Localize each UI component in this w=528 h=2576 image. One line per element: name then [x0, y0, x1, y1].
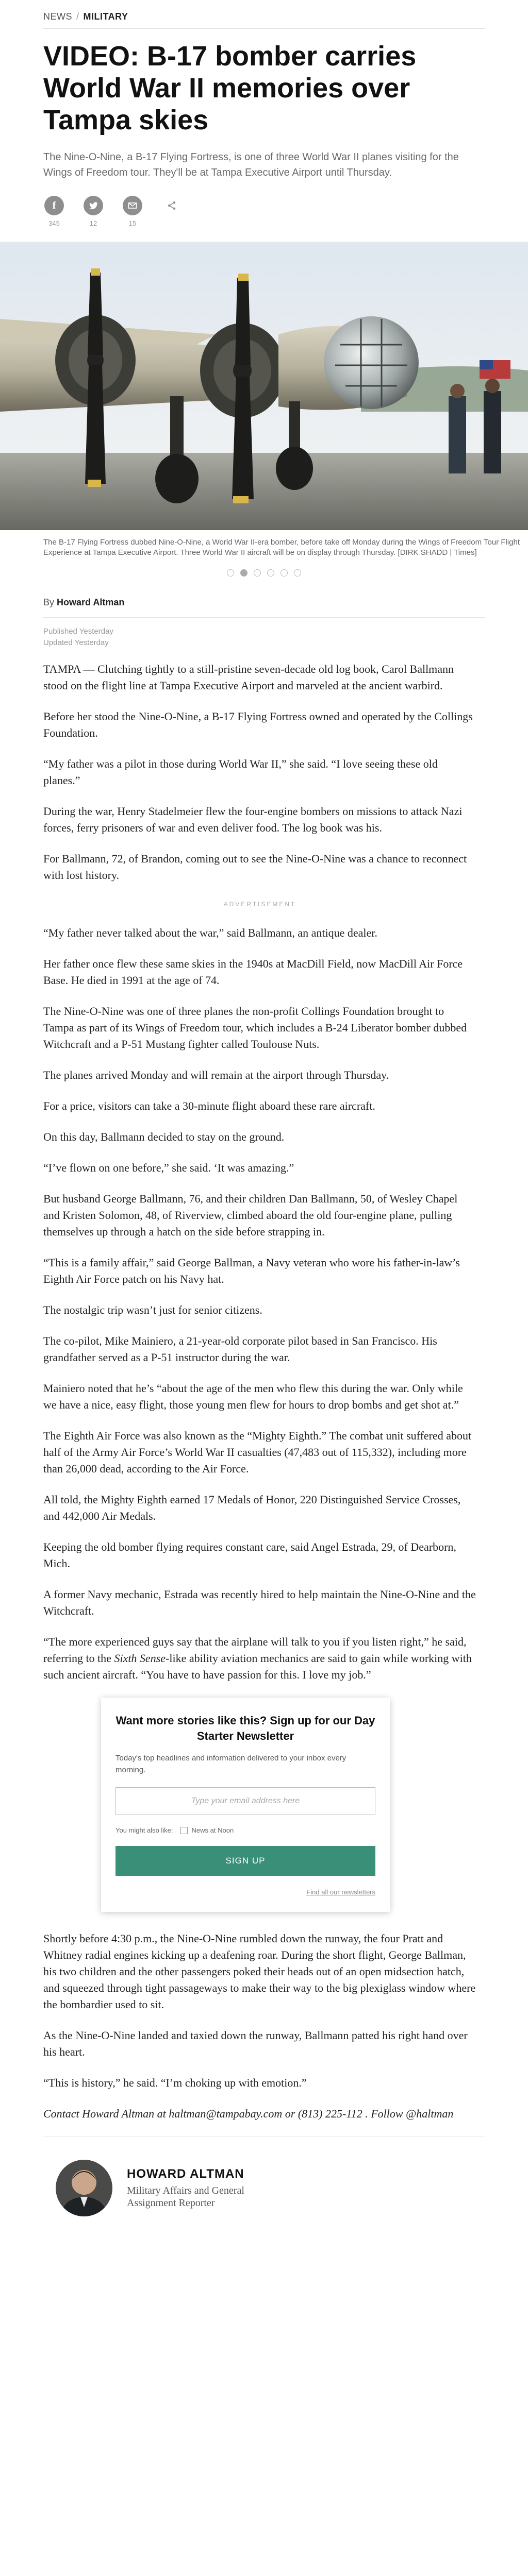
b17-bomber-photo[interactable] [0, 242, 528, 530]
gallery-dots [0, 569, 528, 577]
author-role: Military Affairs and General Assignment Reporter [127, 2185, 244, 2209]
paragraph: The nostalgic trip wasn’t just for senior citizens. [43, 1303, 262, 1316]
paragraph: On this day, Ballmann decided to stay on the ground. [43, 1130, 285, 1143]
twitter-icon[interactable] [84, 196, 103, 215]
quote-emphasis: Sixth Sense [114, 1652, 166, 1665]
gallery-dot[interactable] [294, 569, 301, 577]
newsletter-email-input[interactable] [116, 1787, 375, 1815]
paragraph: “This is a family affair,” said George Ballman, a Navy veteran who wore his father-in-law’s Eighth Air Force patch on his Navy hat. [43, 1256, 460, 1285]
paragraph: The co-pilot, Mike Mainiero, a 21-year-old corporate pilot based in San Francisco. His grandfather served as a P-51 instructor during the war. [43, 1334, 437, 1364]
email-count: 15 [128, 219, 137, 227]
paragraph: A former Navy mechanic, Estrada was recently hired to help maintain the Nine-O-Nine and the Witchcraft. [43, 1588, 476, 1617]
paragraph: TAMPA — Clutching tightly to a still-pristine seven-decade old log book, Carol Ballmann stood on the flight line at Tampa Executive Airport and marveled at the ancient warbird. [43, 663, 454, 692]
share-icon[interactable] [162, 196, 182, 215]
paragraph: Mainiero noted that he’s “about the age of the men who flew this during the war. Only while we have a nice, easy flight, those young men flew for hours to drop bombs and get shot at.” [43, 1382, 463, 1411]
paragraph: The planes arrived Monday and will remain at the airport through Thursday. [43, 1069, 389, 1081]
paragraph: As the Nine-O-Nine landed and taxied down the runway, Ballmann patted his right hand over his heart. [43, 2029, 468, 2058]
paragraph: The Eighth Air Force was also known as the “Mighty Eighth.” The combat unit suffered about half of the Army Air Force’s World War II casualties (47,483 out of 115,332), including more than 26,000 dead, according to the Air Force. [43, 1429, 472, 1475]
hero-gallery [0, 242, 528, 577]
newsletter-signup [101, 1698, 390, 1912]
paragraph: Her father once flew these same skies in the 1940s at MacDill Field, now MacDill Air Force Base. He died in 1991 at the age of 74. [43, 957, 463, 987]
newsletter-description: Today's top headlines and information delivered to your inbox every morning. [116, 1754, 346, 1774]
quote-text: “The more experienced guys say that the airplane will talk to you if you listen right,” he said, referring to the [43, 1635, 467, 1665]
paragraph: The Nine-O-Nine was one of three planes the non-profit Collings Foundation brought to Tampa as part of its Wings of Freedom tour, which includes a B-24 Liberator bomber dubbed Witchcraft and a P-51 Mustang fighter called Toulouse Nuts. [43, 1005, 467, 1050]
headline: VIDEO: B-17 bomber carries World War II memories over Tampa skies [43, 41, 417, 135]
divider [43, 617, 485, 618]
paragraph: Keeping the old bomber flying requires constant care, said Angel Estrada, 29, of Dearborn, Mich. [43, 1540, 456, 1570]
quote-text: -like ability aviation mechanics are said to gain while working with such ancient aircraft. “You have to have passion for this. I love my job.” [43, 1652, 472, 1681]
avatar[interactable] [56, 2160, 112, 2216]
paragraph: All told, the Mighty Eighth earned 17 Medals of Honor, 220 Distinguished Service Crosses, and 442,000 Air Medals. [43, 1493, 461, 1522]
paragraph: Before her stood the Nine-O-Nine, a B-17 Flying Fortress owned and operated by the Collings Foundation. [43, 710, 473, 739]
byline-prefix: By [43, 597, 55, 607]
gallery-dot[interactable] [227, 569, 234, 577]
paragraph: But husband George Ballmann, 76, and their children Dan Ballmann, 50, of Wesley Chapel and Kristen Solomon, 48, of Riverview, climbed aboard the old four-engine plane, pulling themselves up through a hatch on the side before strapping in. [43, 1192, 458, 1238]
paragraph: “My father never talked about the war,” said Ballmann, an antique dealer. [43, 926, 377, 939]
news-at-noon-option[interactable] [180, 1822, 234, 1839]
newsletter-also-label: You might also like: [116, 1826, 173, 1834]
all-newsletters-link[interactable]: Find all our newsletters [306, 1888, 375, 1896]
gallery-dot-active[interactable] [240, 569, 248, 577]
breadcrumb-separator: / [76, 11, 79, 22]
paragraph: “My father was a pilot in those during World War II,” she said. “I love seeing these old planes.” [43, 757, 438, 787]
updated-date: Updated Yesterday [43, 638, 109, 647]
published-date: Published Yesterday [43, 627, 113, 636]
news-at-noon-label: News at Noon [191, 1826, 234, 1834]
newsletter-also [116, 1822, 375, 1839]
checkbox-icon[interactable] [180, 1827, 188, 1834]
signup-button[interactable]: SIGN UP [116, 1846, 375, 1876]
paragraph: For Ballmann, 72, of Brandon, coming out to see the Nine-O-Nine was a chance to reconnect with lost history. [43, 852, 467, 882]
share-bar [43, 196, 528, 227]
paragraph: “I’ve flown on one before,” she said. ‘It was amazing.” [43, 1161, 294, 1174]
twitter-count: 12 [89, 219, 97, 227]
facebook-icon[interactable]: f [44, 196, 64, 215]
article-body [43, 661, 476, 2122]
gallery-dot[interactable] [254, 569, 261, 577]
contact-info: Contact Howard Altman at haltman@tampabay.com or (813) 225-112 . Follow @haltman [43, 2107, 454, 2120]
facebook-count: 345 [48, 219, 60, 227]
article-page [0, 11, 528, 2216]
breadcrumb-military-link[interactable]: MILITARY [83, 11, 128, 22]
gallery-dot[interactable] [267, 569, 274, 577]
author-card [56, 2160, 528, 2216]
share-twitter[interactable] [82, 196, 104, 227]
dates [43, 626, 528, 649]
advertisement-label: ADVERTISEMENT [223, 901, 296, 908]
gallery-dot[interactable] [280, 569, 288, 577]
dek: The Nine-O-Nine, a B-17 Flying Fortress, is one of three World War II planes visiting for the Wings of Freedom tour. They'll be at Tampa Executive Airport until Thursday. [43, 151, 459, 178]
breadcrumb-news-link[interactable]: NEWS [43, 11, 72, 22]
paragraph [43, 1634, 476, 1683]
paragraph: During the war, Henry Stadelmeier flew the four-engine bombers on missions to attack Nazi forces, ferry prisoners of war and even deliver food. The log book was his. [43, 805, 463, 834]
photo-caption: The B-17 Flying Fortress dubbed Nine-O-Nine, a World War II-era bomber, before take off Monday during the Wings of Freedom Tour Flight Experience at Tampa Executive Airport. Three World War II aircraft will be on display through Thursday. [DIRK SHADD | Times] [43, 538, 520, 557]
share-more[interactable] [161, 196, 183, 227]
share-facebook[interactable] [43, 196, 65, 227]
byline-author-link[interactable]: Howard Altman [57, 597, 125, 607]
newsletter-title: Want more stories like this? Sign up for our Day Starter Newsletter [116, 1714, 375, 1742]
paragraph: “This is history,” he said. “I’m choking up with emotion.” [43, 2076, 307, 2089]
breadcrumb [43, 11, 485, 29]
author-name[interactable]: HOWARD ALTMAN [127, 2167, 244, 2181]
paragraph: Shortly before 4:30 p.m., the Nine-O-Nine rumbled down the runway, the four Pratt and Whitney radial engines kicking up a deafening roar. During the short flight, George Ballman, his two children and the other passengers poked their heads out of an open midsection hatch, and squeezed through tight passageways to make their way to the big plexiglass window where the bombardier used to sit. [43, 1932, 476, 2011]
email-icon[interactable] [123, 196, 142, 215]
share-email[interactable] [122, 196, 143, 227]
byline [43, 597, 528, 608]
paragraph: For a price, visitors can take a 30-minute flight aboard these rare aircraft. [43, 1099, 375, 1112]
